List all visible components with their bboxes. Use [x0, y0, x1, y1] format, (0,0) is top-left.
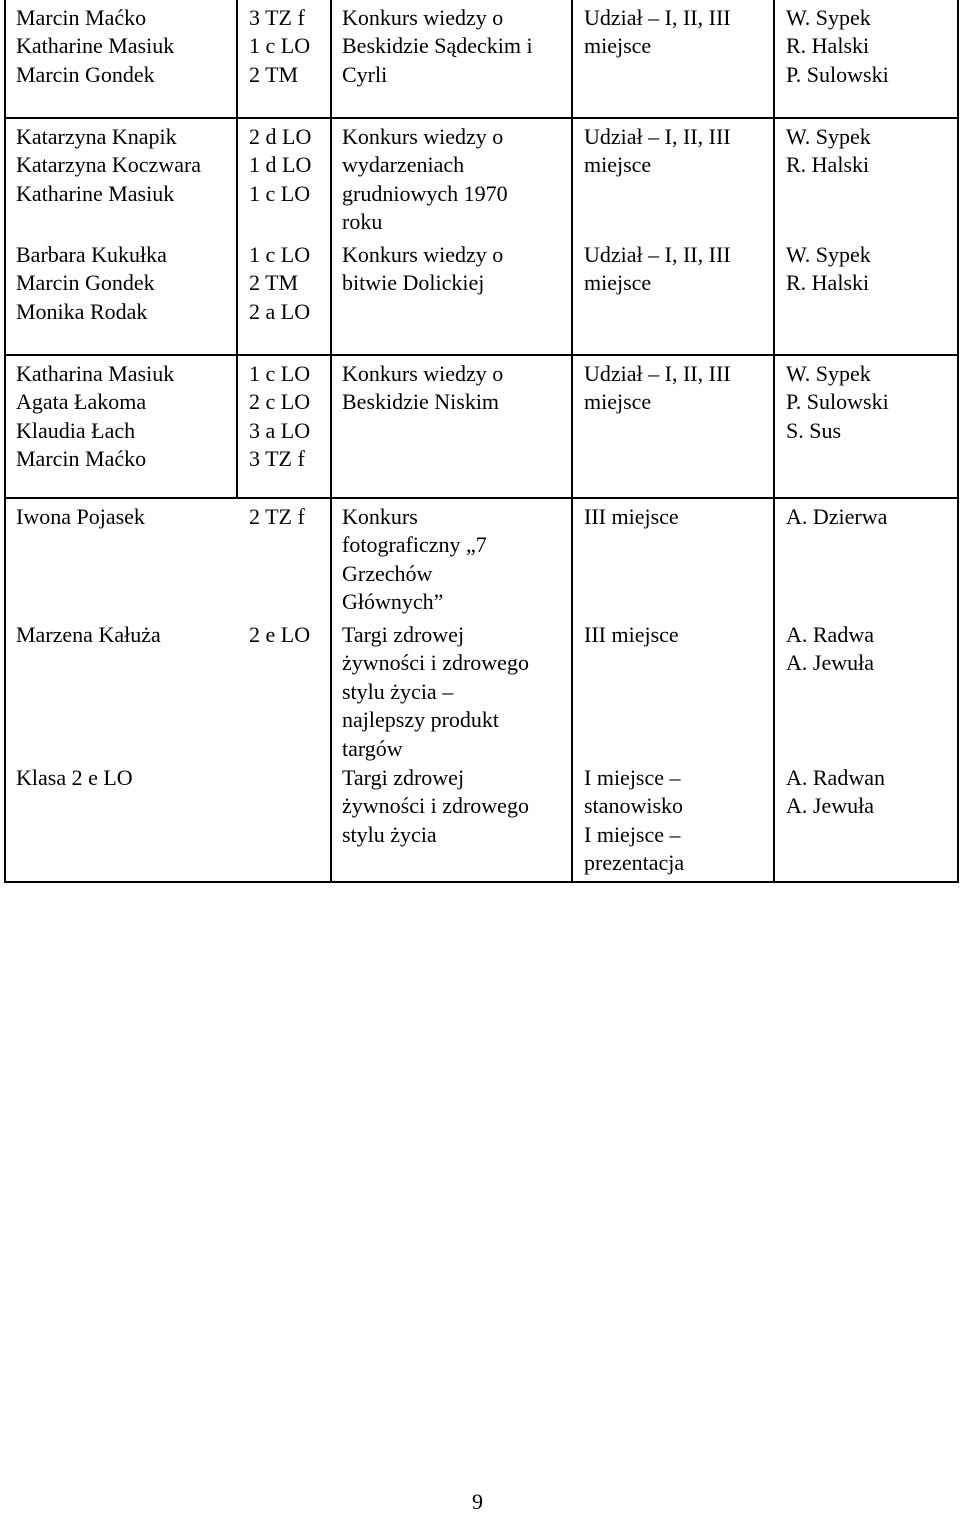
- result-cell: Udział – I, II, III miejsce: [584, 5, 731, 59]
- table-rule: [4, 0, 6, 883]
- result-cell: Udział – I, II, III miejsce: [584, 361, 731, 415]
- class-cell: 2 TZ f: [249, 504, 305, 529]
- page-number: 9: [472, 1489, 483, 1514]
- teachers-cell: A. Dzierwa: [786, 504, 888, 529]
- result-cell: Udział – I, II, III miejsce: [584, 242, 731, 296]
- class-cell: 1 c LO 2 TM 2 a LO: [249, 242, 311, 324]
- teachers-cell: W. Sypek R. Halski P. Sulowski: [786, 5, 889, 87]
- contest-cell: Konkurs wiedzy o wydarzeniach grudniowych 1970 roku: [342, 124, 508, 235]
- result-cell: III miejsce: [584, 622, 679, 647]
- teachers-cell: W. Sypek R. Halski: [786, 124, 871, 178]
- table-rule: [330, 497, 332, 883]
- students-cell: Iwona Pojasek: [16, 504, 145, 529]
- table-rule: [4, 497, 959, 499]
- table-rule: [957, 0, 959, 883]
- contest-cell: Konkurs wiedzy o bitwie Dolickiej: [342, 242, 504, 296]
- contest-cell: Targi zdrowej żywności i zdrowego stylu życia: [342, 765, 529, 847]
- table-rule: [4, 354, 959, 356]
- students-cell: Katarzyna Knapik Katarzyna Koczwara Katharine Masiuk: [16, 124, 202, 206]
- table-rule: [4, 881, 959, 883]
- class-cell: 2 d LO 1 d LO 1 c LO: [249, 124, 312, 206]
- students-cell: Marcin Maćko Katharine Masiuk Marcin Gondek: [16, 5, 175, 87]
- students-cell: Klasa 2 e LO: [16, 765, 133, 790]
- contest-cell: Konkurs fotograficzny „7 Grzechów Głównych”: [342, 504, 487, 615]
- contest-cell: Targi zdrowej żywności i zdrowego stylu życia – najlepszy produkt targów: [342, 622, 529, 761]
- teachers-cell: A. Radwan A. Jewuła: [786, 765, 885, 819]
- students-cell: Katharina Masiuk Agata Łakoma Klaudia Łach Marcin Maćko: [16, 361, 175, 472]
- class-cell: 3 TZ f 1 c LO 2 TM: [249, 5, 311, 87]
- class-cell: 2 e LO: [249, 622, 311, 647]
- students-cell: Barbara Kukułka Marcin Gondek Monika Rodak: [16, 242, 167, 324]
- students-cell: Marzena Kałuża: [16, 622, 161, 647]
- table-rule: [236, 0, 238, 499]
- teachers-cell: W. Sypek P. Sulowski S. Sus: [786, 361, 889, 443]
- table-rule: [571, 0, 573, 499]
- teachers-cell: A. Radwa A. Jewuła: [786, 622, 874, 676]
- result-cell: III miejsce: [584, 504, 679, 529]
- class-cell: 1 c LO 2 c LO 3 a LO 3 TZ f: [249, 361, 311, 472]
- table-rule: [571, 497, 573, 883]
- contest-cell: Konkurs wiedzy o Beskidzie Sądeckim i Cyrli: [342, 5, 533, 87]
- table-rule: [773, 0, 775, 499]
- table-rule: [4, 117, 959, 119]
- result-cell: Udział – I, II, III miejsce: [584, 124, 731, 178]
- table-rule: [773, 497, 775, 883]
- table-rule: [330, 0, 332, 499]
- contest-cell: Konkurs wiedzy o Beskidzie Niskim: [342, 361, 504, 415]
- result-cell: I miejsce – stanowisko I miejsce – prezentacja: [584, 765, 685, 876]
- teachers-cell: W. Sypek R. Halski: [786, 242, 871, 296]
